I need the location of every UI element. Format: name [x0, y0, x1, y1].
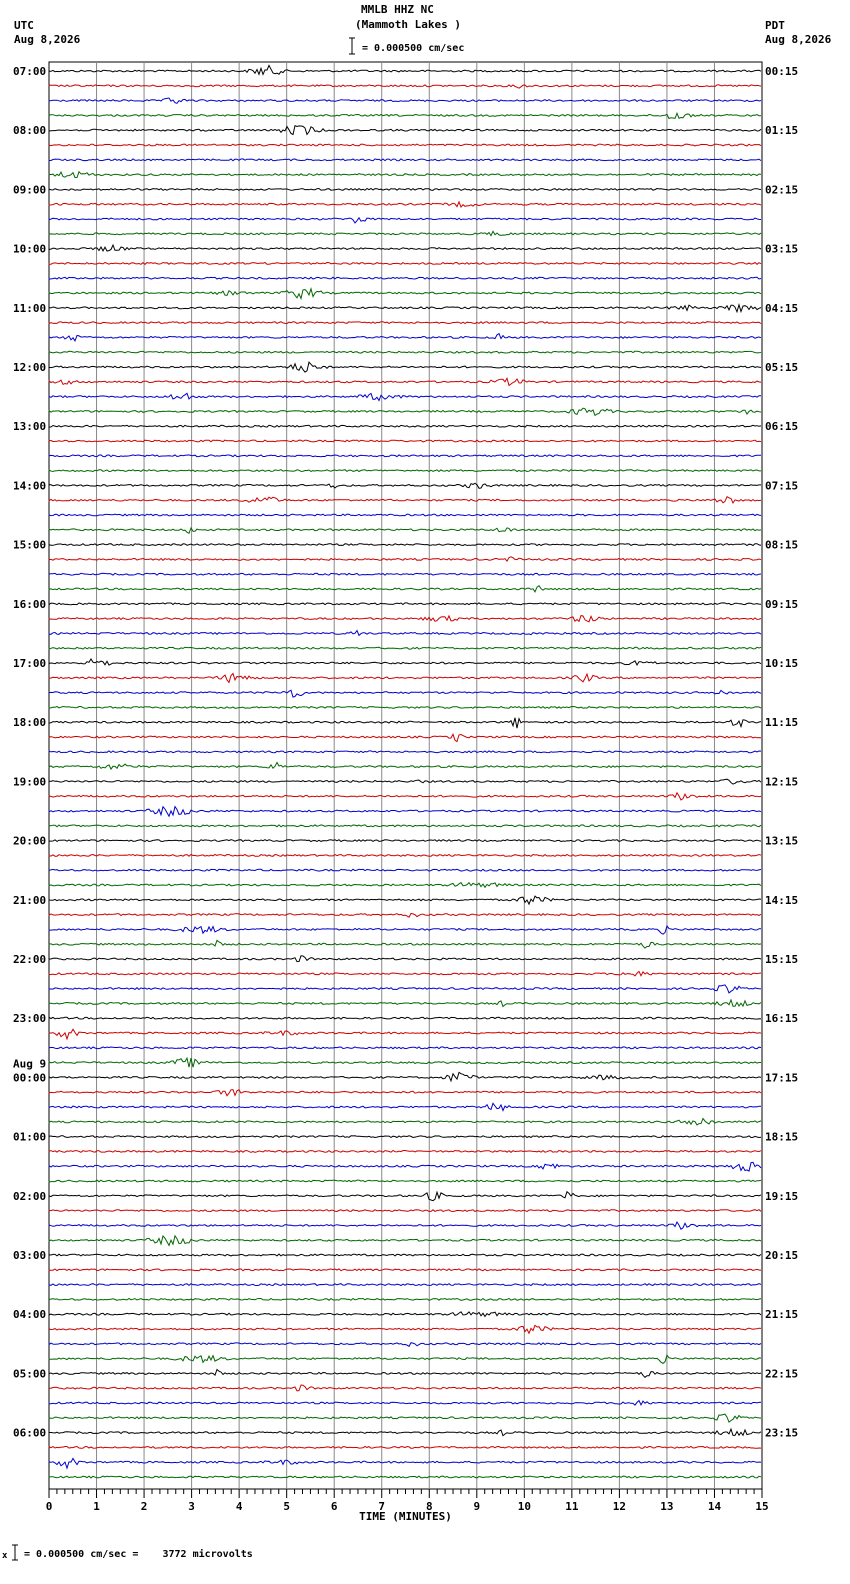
right-timezone: PDT [765, 19, 785, 32]
left-hour-label: 11:00 [13, 301, 47, 315]
seismic-trace [49, 1414, 761, 1422]
right-hour-label: 06:15 [765, 420, 799, 434]
left-hour-label: 04:00 [13, 1308, 47, 1322]
left-hour-label: 06:00 [13, 1426, 47, 1440]
seismic-trace [49, 65, 761, 74]
x-tick-label: 15 [755, 1500, 769, 1513]
left-hour-label: 08:00 [13, 124, 47, 138]
seismic-trace [49, 1385, 761, 1391]
x-tick-label: 9 [473, 1500, 481, 1513]
seismic-trace [49, 1029, 761, 1039]
seismic-trace [49, 218, 761, 223]
seismic-trace [49, 985, 761, 993]
left-hour-label: 01:00 [13, 1130, 47, 1144]
seismic-trace [49, 1072, 761, 1081]
seismic-trace [49, 289, 761, 299]
x-tick-label: 7 [378, 1500, 386, 1513]
x-tick-label: 6 [330, 1500, 338, 1513]
seismic-trace [49, 825, 761, 827]
footer-prefix: x [2, 1551, 8, 1561]
left-hour-label: 18:00 [13, 716, 47, 730]
right-hour-label: 10:15 [765, 657, 799, 670]
right-hour-label: 20:15 [765, 1249, 799, 1262]
seismic-trace [49, 840, 761, 842]
seismic-trace [49, 1236, 761, 1246]
right-hour-label: 18:15 [765, 1130, 799, 1144]
seismic-trace [49, 263, 761, 265]
seismic-trace [49, 1136, 761, 1138]
seismic-trace [49, 1401, 761, 1406]
seismic-trace [49, 322, 761, 324]
x-tick-label: 3 [188, 1500, 195, 1513]
seismic-trace [49, 734, 761, 741]
seismic-trace [49, 647, 761, 649]
seismic-trace [49, 1325, 761, 1333]
seismic-trace [49, 1370, 761, 1378]
right-hour-label: 23:15 [765, 1426, 799, 1440]
right-hour-label: 22:15 [765, 1367, 799, 1381]
seismic-trace [49, 1151, 761, 1153]
left-hour-label: 20:00 [13, 834, 47, 848]
seismic-trace [49, 144, 761, 146]
seismic-trace [49, 334, 761, 341]
right-hour-label: 08:15 [765, 538, 799, 552]
seismic-trace [49, 189, 761, 191]
seismic-trace [49, 751, 761, 753]
right-hour-label: 07:15 [765, 479, 799, 493]
left-hour-label: 13:00 [13, 420, 47, 434]
left-hour-label: 05:00 [13, 1367, 47, 1381]
seismic-trace [49, 98, 761, 103]
seismic-trace [49, 956, 761, 962]
right-hour-label: 21:15 [765, 1308, 799, 1322]
location-title: (Mammoth Lakes ) [355, 18, 461, 31]
seismic-trace [49, 85, 761, 88]
right-hour-label: 09:15 [765, 597, 799, 611]
seismic-trace [49, 362, 761, 372]
right-hour-label: 13:15 [765, 834, 799, 848]
seismic-trace [49, 1343, 761, 1347]
seismic-trace [49, 514, 761, 516]
seismic-trace [49, 1000, 761, 1007]
right-hour-label: 12:15 [765, 775, 799, 789]
seismic-trace [49, 603, 761, 605]
plot-frame [49, 62, 762, 1489]
x-tick-label: 8 [425, 1500, 433, 1513]
x-tick-label: 10 [517, 1500, 531, 1513]
seismic-trace [49, 586, 761, 592]
seismic-trace [49, 378, 761, 385]
seismic-trace [49, 940, 761, 948]
seismic-trace [49, 408, 761, 415]
seismic-trace [49, 159, 761, 161]
seismic-trace [49, 1222, 761, 1229]
x-tick-label: 12 [612, 1500, 627, 1513]
seismic-trace [49, 659, 761, 665]
seismic-trace [49, 277, 761, 279]
left-hour-label: 17:00 [13, 657, 47, 670]
seismic-trace [49, 1162, 761, 1171]
seismic-trace [49, 971, 761, 976]
seismic-trace [49, 1299, 761, 1301]
x-tick-label: 4 [235, 1500, 243, 1513]
right-hour-label: 15:15 [765, 953, 799, 966]
seismic-trace [49, 1058, 761, 1067]
right-hour-label: 16:15 [765, 1012, 799, 1026]
seismic-trace [49, 1447, 761, 1449]
footer-scale-text: = 0.000500 cm/sec = 3772 microvolts [24, 1549, 253, 1560]
seismic-trace [49, 557, 761, 561]
seismic-trace [49, 528, 761, 533]
seismic-trace [49, 573, 761, 575]
seismic-trace [49, 440, 761, 442]
left-date: Aug 8,2026 [14, 33, 81, 46]
left-hour-label: 15:00 [13, 538, 47, 552]
seismic-trace [49, 231, 761, 235]
seismic-trace [49, 1180, 761, 1182]
seismic-trace [49, 1017, 761, 1019]
left-timezone: UTC [14, 19, 34, 32]
x-tick-label: 14 [707, 1500, 722, 1513]
right-date: Aug 8,2026 [765, 33, 832, 46]
left-hour-label: 02:00 [13, 1189, 47, 1203]
seismic-trace [49, 1476, 761, 1478]
x-tick-label: 0 [45, 1500, 53, 1513]
left-hour-label: 16:00 [13, 597, 47, 611]
x-tick-label: 2 [140, 1500, 148, 1513]
seismic-trace [49, 855, 761, 857]
left-hour-label: 19:00 [13, 775, 47, 789]
left-hour-label: 07:00 [13, 65, 47, 78]
left-hour-label: 00:00 [13, 1071, 47, 1085]
seismic-trace [49, 202, 761, 207]
date-change-label: Aug 9 [13, 1057, 47, 1071]
right-hour-label: 02:15 [765, 183, 799, 197]
seismic-trace [49, 707, 761, 709]
seismic-trace [49, 351, 761, 353]
seismic-trace [49, 674, 761, 683]
seismic-trace [49, 690, 761, 697]
seismic-trace [49, 1119, 761, 1125]
seismic-trace [49, 113, 761, 118]
seismic-trace [49, 896, 761, 904]
right-hour-label: 04:15 [765, 301, 799, 315]
right-hour-label: 03:15 [765, 242, 799, 256]
seismic-trace [49, 616, 761, 622]
seismic-trace [49, 718, 761, 728]
right-hour-label: 19:15 [765, 1189, 799, 1203]
left-hour-label: 10:00 [13, 242, 47, 256]
left-hour-label: 14:00 [13, 479, 47, 493]
x-tick-label: 5 [283, 1500, 290, 1513]
seismic-trace [49, 631, 761, 636]
seismic-trace [49, 1284, 761, 1286]
seismic-trace [49, 1254, 761, 1256]
x-tick-label: 11 [565, 1500, 579, 1513]
seismic-trace [49, 1103, 761, 1110]
seismic-trace [49, 763, 761, 770]
seismic-trace [49, 1192, 761, 1201]
seismic-trace [49, 172, 761, 178]
seismic-trace [49, 483, 761, 488]
seismic-trace [49, 869, 761, 871]
right-hour-label: 00:15 [765, 65, 799, 78]
seismic-trace [49, 470, 761, 472]
x-tick-label: 1 [93, 1500, 100, 1513]
left-hour-label: 23:00 [13, 1012, 47, 1026]
seismic-trace [49, 393, 761, 400]
right-hour-label: 11:15 [765, 716, 799, 730]
seismic-trace [49, 544, 761, 546]
seismic-trace [49, 1210, 761, 1212]
seismic-trace [49, 425, 761, 427]
left-hour-label: 22:00 [13, 953, 47, 966]
seismic-trace [49, 1355, 761, 1363]
right-hour-label: 17:15 [765, 1071, 799, 1085]
right-hour-label: 14:15 [765, 893, 799, 907]
scale-text: = 0.000500 cm/sec [362, 43, 465, 54]
x-tick-label: 13 [660, 1500, 674, 1513]
right-hour-label: 05:15 [765, 361, 799, 374]
seismic-trace [49, 305, 761, 312]
x-axis-title: TIME (MINUTES) [359, 1510, 452, 1523]
left-hour-label: 03:00 [13, 1249, 47, 1262]
seismic-trace [49, 245, 761, 251]
seismic-trace [49, 914, 761, 918]
seismic-trace [49, 126, 761, 135]
seismic-trace [49, 779, 761, 784]
seismic-trace [49, 807, 761, 817]
seismic-trace [49, 1047, 761, 1049]
seismic-trace [49, 1458, 761, 1468]
left-hour-label: 09:00 [13, 183, 47, 197]
right-hour-label: 01:15 [765, 124, 799, 138]
seismic-trace [49, 455, 761, 457]
seismic-trace [49, 1090, 761, 1096]
seismic-trace [49, 1429, 761, 1436]
seismic-trace [49, 1269, 761, 1271]
seismic-trace [49, 926, 761, 934]
station-title: MMLB HHZ NC [361, 3, 434, 16]
left-hour-label: 12:00 [13, 361, 47, 374]
seismic-trace [49, 793, 761, 800]
seismic-trace [49, 497, 761, 503]
left-hour-label: 21:00 [13, 893, 47, 907]
seismic-trace [49, 883, 761, 888]
seismic-trace [49, 1312, 761, 1317]
